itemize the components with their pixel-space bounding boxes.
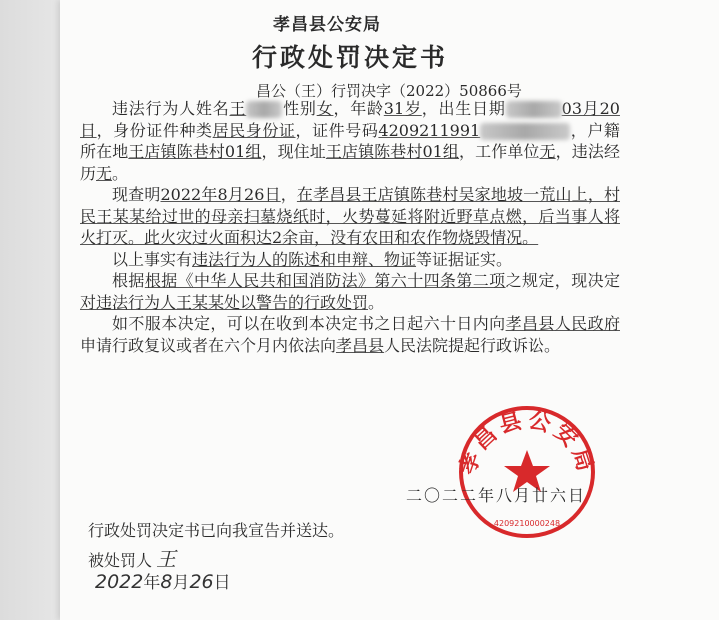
seal-text-arc: 孝昌县公安局 xyxy=(455,407,599,479)
text: ，户籍所在地 xyxy=(80,120,620,161)
offender-age: 31岁 xyxy=(383,99,422,118)
text: 以上事实有 xyxy=(112,249,193,269)
service-notice: 行政处罚决定书已向我宣告并送达。 xyxy=(88,521,345,540)
court: 孝昌县 xyxy=(336,335,385,355)
redaction xyxy=(506,101,562,118)
text: 年 xyxy=(143,573,161,593)
recipient-signature: 王 xyxy=(156,547,177,571)
violation-history: 无 xyxy=(96,163,113,183)
text: 违法行为人姓名 xyxy=(112,99,230,118)
text: 现查明 xyxy=(112,185,161,204)
offender-gender: 女 xyxy=(316,99,334,118)
issue-date: 二〇二二年八月廿六日 xyxy=(406,486,587,505)
incident-facts: 在孝昌县王店镇陈巷村吴家地坡一荒山上，村民王某某给过世的母亲扫墓烧纸时，火势蔓延将附近野草点燃，后当事人将火打灭。此火灾过火面积达2余亩，没有农田和农作物烧毁情况。 xyxy=(80,185,620,247)
document-title: 行政处罚决定书 xyxy=(252,43,449,72)
text: ，工作单位 xyxy=(459,142,540,161)
text: 03 xyxy=(561,99,583,118)
text: 。 xyxy=(112,163,129,183)
text: 。 xyxy=(368,292,385,312)
document-body xyxy=(80,98,620,356)
official-seal xyxy=(447,400,607,540)
household-address: 王店镇陈巷村01组 xyxy=(128,142,262,161)
review-authority: 孝昌县人民政府 xyxy=(505,314,620,333)
text: ， xyxy=(280,185,297,204)
current-address: 王店镇陈巷村01组 xyxy=(325,142,460,161)
text: 等证据证实。 xyxy=(416,249,513,269)
text: 月20日 xyxy=(80,99,620,140)
paragraph-appeal xyxy=(80,313,620,356)
text: 月 xyxy=(172,573,190,593)
paragraph-facts xyxy=(80,184,620,249)
paragraph-offender-info xyxy=(80,98,620,184)
offender-name: 王 xyxy=(229,99,247,118)
document-number: 昌公（王）行罚决字（2022）50866号 xyxy=(256,82,522,100)
penalty-decision: 对违法行为人王某某处以警告的行政处罚 xyxy=(80,292,369,312)
recipient-label: 被处罚人 xyxy=(88,551,153,570)
text: 如不服本决定，可以在收到本决定书之日起六十日内向 xyxy=(112,314,506,333)
text: ，证件号码 xyxy=(295,120,379,140)
text: ，身份证件种类 xyxy=(96,120,213,140)
text: 人民法院提起行政诉讼。 xyxy=(384,335,561,355)
text: ，违法经历 xyxy=(80,142,620,183)
text: 根据 xyxy=(112,271,145,290)
id-number: 4209211991 xyxy=(378,120,481,140)
paragraph-evidence xyxy=(80,249,620,271)
text: 26 xyxy=(189,571,214,593)
issuing-authority: 孝昌县公安局 xyxy=(273,15,381,35)
text: ，年龄 xyxy=(333,99,384,118)
paragraph-decision xyxy=(80,270,620,313)
seal-code: 4209210000248 xyxy=(493,519,561,528)
id-type: 居民身份证 xyxy=(212,120,296,140)
text: ，现住址 xyxy=(261,142,326,161)
evidence: 违法行为人的陈述和申辩、物证 xyxy=(192,249,417,269)
text: 8 xyxy=(160,571,173,593)
text: 性别 xyxy=(282,99,317,118)
workplace: 无 xyxy=(539,142,556,161)
text: ，出生日期 xyxy=(421,99,506,118)
text: 之规定，现决定 xyxy=(505,271,620,290)
redaction xyxy=(246,101,282,118)
redaction xyxy=(480,123,570,140)
incident-date: 2022年8月26日 xyxy=(160,185,281,204)
text: 申请行政复议或者在六个月内依法向 xyxy=(80,335,337,355)
signature-date xyxy=(95,568,231,593)
legal-basis: 根据《中华人民共和国消防法》第六十四条第二项 xyxy=(144,271,506,290)
text: 日 xyxy=(213,573,231,593)
text: 2022 xyxy=(95,571,144,593)
